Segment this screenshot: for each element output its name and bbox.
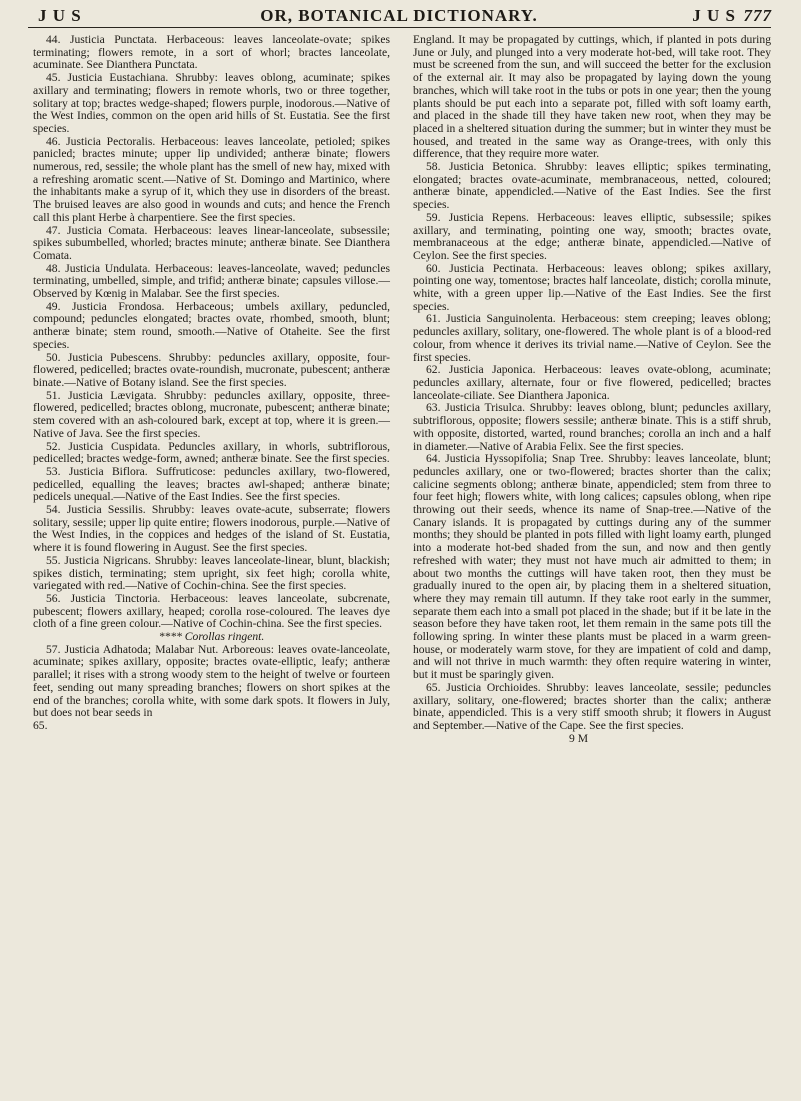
entry-paragraph: 65. Justicia Orchioides. Shrubby: leaves lanceolate, sessile; peduncles axillary, solitary, one-flowered; bractes shorter than the calix; antheræ binate, appendicled. This is a very stiff smooth shrub; it flowers in August and September.—Native of the Cape. See the first species. — [413, 680, 771, 732]
entry-paragraph: 63. Justicia Trisulca. Shrubby: leaves oblong, blunt; peduncles axillary, subtriflorous, opposite; flowers sessile; antheræ binate. This is a stiff shrub, with opposite, distorted, warted, round branches; corolla an inch and a half in diameter.—Native of Arabia Felix. See the first species. — [413, 401, 771, 453]
entry-paragraph: 49. Justicia Frondosa. Herbaceous; umbels axillary, peduncled, compound; peduncles elongated; bractes ovate, rhombed, smooth, blunt; antheræ binate; stem round, smooth.—Native of Otaheite. See the first species. — [33, 299, 390, 351]
entry-paragraph: 61. Justicia Sanguinolenta. Herbaceous: stem creeping; leaves oblong; peduncles axillary, solitary, one-flowered. The whole plant is of a blood-red colour, from whence it derives its trivial name.—Native of Ceylon. See the first species. — [413, 312, 771, 364]
entry-paragraph: 56. Justicia Tinctoria. Herbaceous: leaves lanceolate, subcrenate, pubescent; flowers axillary, heaped; corolla rose-coloured. The leaves dye cloth of a fine green colour.—Native of Cochin-china. See the first species. — [33, 591, 390, 631]
entry-paragraph: 60. Justicia Pectinata. Herbaceous: leaves oblong; spikes axillary, pointing one way, tomentose; bractes half lanceolate, distich; corolla minute, white, with a green upper lip.—Native of the East Indies. See the first species. — [413, 261, 771, 313]
left-column — [33, 34, 390, 733]
entry-paragraph: 51. Justicia Lævigata. Shrubby: peduncles axillary, opposite, three-flowered, pedicelled; bractes oblong, mucronate, pubescent; antheræ binate; stem covered with an ash-coloured bark, except at top, where it is green.—Native of Java. See the first species. — [33, 388, 390, 440]
right-column — [413, 34, 771, 745]
entry-paragraph: 62. Justicia Japonica. Herbaceous: leaves ovate-oblong, acuminate; peduncles axillary, alternate, four or five flowered, pedicelled; bractes lanceolate-ciliate. See Dianthera Japonica. — [413, 363, 771, 402]
entry-paragraph: 52. Justicia Cuspidata. Peduncles axillary, in whorls, subtriflorous, pedicelled; bractes wedge-form, awned; antheræ binate. See the first species. — [33, 439, 390, 466]
entry-paragraph: 54. Justicia Sessilis. Shrubby: leaves ovate-acute, subserrate; flowers solitary, sessile; upper lip quite entire; flowers inodorous, purple.—Native of the West Indies, in the coppices and hedges of the island of St. Eustatia, where it is found flowering in August. See the first species. — [33, 503, 390, 555]
entry-paragraph: 50. Justicia Pubescens. Shrubby: peduncles axillary, opposite, four-flowered, pedicelled; bractes ovate-roundish, mucronate, pubescent; antheræ binate.—Native of Botany island. See the first species. — [33, 350, 390, 389]
header-rule — [28, 27, 771, 28]
catchword: 65. — [33, 718, 48, 732]
section-heading: **** Corollas ringent. — [158, 630, 265, 644]
header-title: OR, BOTANICAL DICTIONARY. — [260, 6, 538, 25]
entry-paragraph: 45. Justicia Eustachiana. Shrubby: leaves oblong, acuminate; spikes axillary and terminating; flowers in remote whorls, two or three together, solitary at top; bractes wedge-shaped; flowers purple, inodorous.—Native of the West Indies, common on the open arid hills of St. Eustatia. See the first species. — [33, 71, 390, 135]
entry-paragraph: 48. Justicia Undulata. Herbaceous: leaves-lanceolate, waved; peduncles terminating, umbelled, simple, and trifid; antheræ binate; capsules villose.—Observed by Kœnig in Malabar. See the first species. — [33, 261, 390, 301]
entry-paragraph: 47. Justicia Comata. Herbaceous: leaves linear-lanceolate, subsessile; spikes subumbelled, whorled; bractes minute; antheræ binate. See Dianthera Comata. — [33, 223, 390, 262]
header-left-word: J U S — [38, 6, 82, 25]
header-right-word: J U S — [692, 6, 736, 25]
entry-paragraph: 59. Justicia Repens. Herbaceous: leaves elliptic, subsessile; spikes axillary, and terminating, pointing one way, smooth; bractes ovate, membranaceous at the edge; antheræ binate, appendicled.—Native of Ceylon. See the first species. — [413, 210, 771, 262]
entry-paragraph: 53. Justicia Biflora. Suffruticose: peduncles axillary, two-flowered, pedicelled, equalling the leaves; bractes awl-shaped; antheræ binate; pedicels unequal.—Native of the East Indies. See the first species. — [33, 464, 390, 504]
entry-paragraph: 58. Justicia Betonica. Shrubby: leaves elliptic; spikes terminating, elongated; bractes ovate-acuminate, membranaceous, netted, coloured; antheræ binate, appendicled.—Native of the East Indies. See the first species. — [413, 160, 771, 212]
entry-paragraph: 64. Justicia Hyssopifolia; Snap Tree. Shrubby: leaves lanceolate, blunt; peduncles axillary, one or two-flowered; bractes shorter than the calix; calicine segments oblong; antheræ binate, appendicled; stem from three to four feet high; flowers white, with long calices; capsules oblong, when ripe throwing out their seeds, whence its name of Snap-tree.—Native of the Canary islands. It is propagated by cuttings during any of the summer months; they should be planted in pots filled with light loamy earth, plunged into a moderate hot-bed shaded from the sun, and now and then gently refreshed with water; they must not have much air admitted to them; in about two months the cuttings will have taken root, then they must be gradually inured to the open air, by placing them in a sheltered situation, where they may remain till autumn. If they take root early in the summer, separate them each into a small pot placed in the shade; but if it be late in the season before they have taken root, let them remain in the same pots till the following spring. In winter these plants must be placed in a warm green-house, or moderately warm stove, for they are impatient of cold and damp, and will not thrive in much warmth: they often require watering in winter, but it must be sparingly given. — [413, 452, 771, 682]
signature-mark: 9 M — [569, 731, 589, 745]
page-number: 777 — [743, 6, 772, 25]
entry-paragraph: 55. Justicia Nigricans. Shrubby: leaves lanceolate-linear, blunt, blackish; spikes distich, terminating; stem upright, six feet high; corolla white, variegated with red.—Native of Cochin-china. See the first species. — [33, 553, 390, 593]
entry-paragraph: 46. Justicia Pectoralis. Herbaceous: leaves lanceolate, petioled; spikes panicled; bractes minute; upper lip undivided; antheræ binate; flowers numerous, red, sessile; the whole plant has the smell of new hay, mixed with a refreshing aromatic scent.—Native of St. Domingo and Martinico, where the inhabitants make a syrup of it, which they use in disorders of the breast. The bruised leaves are also good in wounds and cuts; and hence the French call this plant Herbe à charpentiere. See the first species. — [33, 134, 390, 224]
entry-paragraph: 44. Justicia Punctata. Herbaceous: leaves lanceolate-ovate; spikes terminating; flowers remote, in a sort of whorl; bractes lanceolate, acuminate. See Dianthera Punctata. — [33, 33, 390, 72]
entry-paragraph: 57. Justicia Adhatoda; Malabar Nut. Arboreous: leaves ovate-lanceolate, acuminate; spikes axillary, opposite; bractes ovate-elliptic, leafy; antheræ parallel; it rises with a strong woody stem to the height of twelve or fourteen feet, sending out many spreading branches; flowers on short spikes at the end of the branches; corolla white, with some dark spots. It flowers in July, but does not bear seeds in — [33, 642, 390, 720]
entry-paragraph: England. It may be propagated by cuttings, which, if planted in pots during June or July, and plunged into a very moderate hot-bed, will take root. They must be screened from the sun, and will succeed the better for the exclusion of the external air. It may also be propagated by laying down the young branches, which will take root in the tubs or pots in one year; then the young plants should be put each into a separate pot, filled with soft loamy earth, and placed in the shade till they have taken new root, when they may be placed in a sheltered situation during the summer; but in winter they must be housed, and treated in the same way as Orange-trees, with only this difference, that they require more water. — [413, 33, 771, 161]
